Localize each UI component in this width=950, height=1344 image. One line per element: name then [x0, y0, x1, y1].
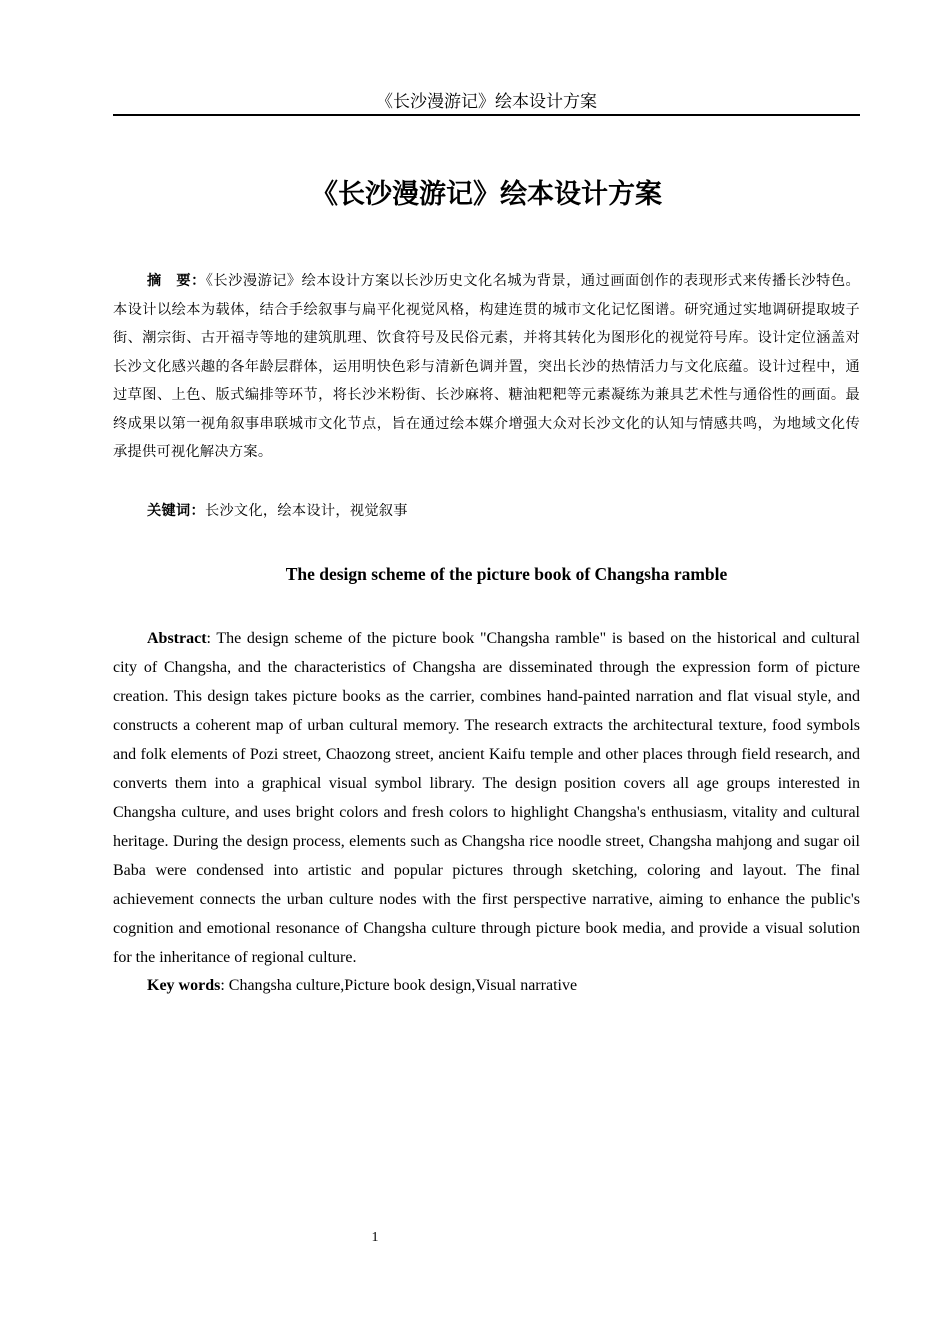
- chinese-abstract: [113, 267, 860, 467]
- header-rule: [113, 114, 860, 116]
- chinese-keywords-label: 关键词：: [147, 503, 205, 519]
- chinese-abstract-text: 《长沙漫游记》绘本设计方案以长沙历史文化名城为背景，通过画面创作的表现形式来传播长沙特色。本设计以绘本为载体，结合手绘叙事与扁平化视觉风格，构建连贯的城市文化记忆图谱。研究通过实地调研提取坡子街、潮宗街、古开福寺等地的建筑肌理、饮食符号及民俗元素，并将其转化为图形化的视觉符号库。设计定位涵盖对长沙文化感兴趣的各年龄层群体，运用明快色彩与清新色调并置，突出长沙的热情活力与文化底蕴。设计过程中，通过草图、上色、版式编排等环节，将长沙米粉街、长沙麻将、糖油粑粑等元素凝练为兼具艺术性与通俗性的画面。最终成果以第一视角叙事串联城市文化节点，旨在通过绘本媒介增强大众对长沙文化的认知与情感共鸣，为地域文化传承提供可视化解决方案。: [113, 273, 861, 460]
- chinese-keywords: [147, 497, 408, 525]
- page-number: 1: [371, 1230, 379, 1245]
- running-header: 《长沙漫游记》绘本设计方案: [376, 92, 597, 112]
- english-keywords: [147, 971, 577, 1000]
- english-abstract-label: Abstract: [147, 630, 207, 647]
- english-title: The design scheme of the picture book of Changsha ramble: [285, 564, 728, 584]
- chinese-title: 《长沙漫游记》绘本设计方案: [311, 179, 662, 210]
- chinese-keywords-text: 长沙文化，绘本设计，视觉叙事: [204, 503, 408, 519]
- english-abstract: [113, 624, 860, 972]
- english-keywords-text: : Changsha culture,Picture book design,Visual narrative: [220, 977, 578, 994]
- english-keywords-label: Key words: [147, 977, 221, 994]
- english-abstract-text: : The design scheme of the picture book "Changsha ramble" is based on the historical and cultural city of Changsha, and the characteristics of Changsha are disseminated through the expression form of picture creation. This design takes picture books as the carrier, combines hand-painted narration and flat visual style, and constructs a coherent map of urban cultural memory. The research extracts the architectural texture, food symbols and folk elements of Pozi street, Chaozong street, ancient Kaifu temple and other places through field research, and converts them into a graphical visual symbol library. The design position covers all age groups interested in Changsha culture, and uses bright colors and fresh colors to highlight Changsha's enthusiasm, vitality and cultural heritage. During the design process, elements such as Changsha rice noodle street, Changsha mahjong and sugar oil Baba were condensed into artistic and popular pictures through sketching, coloring and layout. The final achievement connects the urban culture nodes with the first perspective narrative, aiming to enhance the public's cognition and emotional resonance of Changsha culture through picture book media, and provide a visual solution for the inheritance of regional culture.: [113, 630, 860, 966]
- chinese-abstract-label: 摘 要：: [147, 273, 206, 289]
